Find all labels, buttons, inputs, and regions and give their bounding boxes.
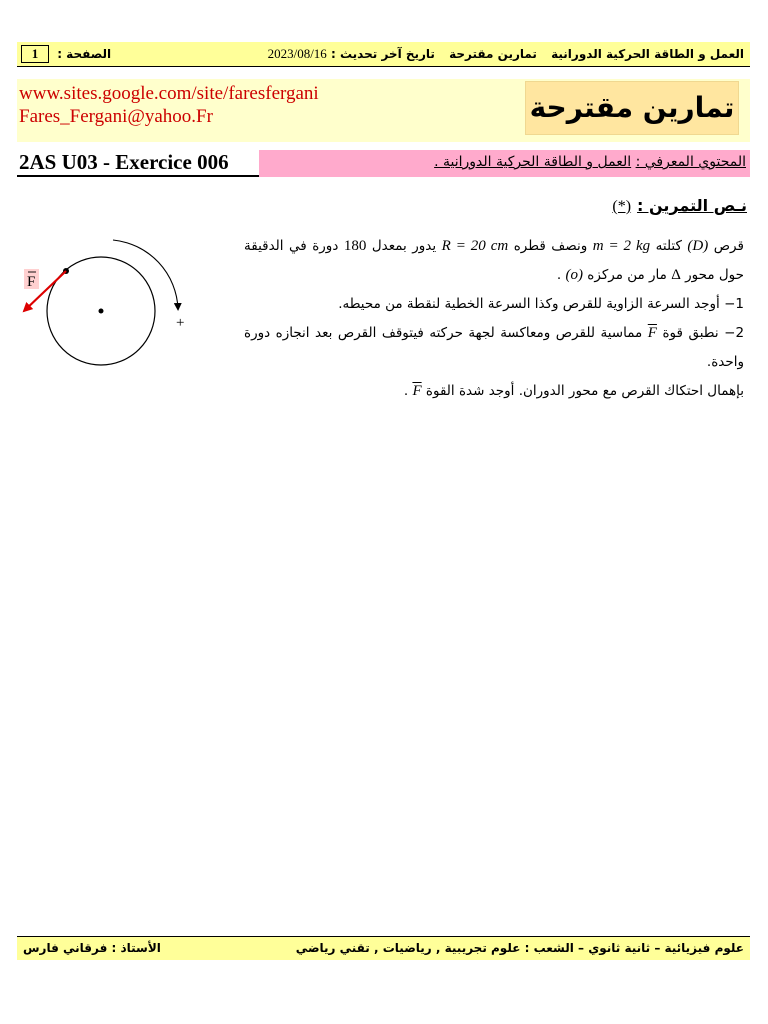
section-heading (612, 196, 747, 216)
rotation-arrow (113, 240, 178, 309)
content-value: العمل و الطاقة الحركية الدورانية . (434, 154, 632, 170)
plus-sign: + (176, 315, 185, 331)
page-indicator (21, 45, 111, 63)
statement-paragraph (244, 232, 744, 290)
footer-teacher: الأستاذ : فرقاني فارس (23, 941, 161, 955)
document-title: تمارين مقترحة (529, 91, 735, 124)
statement-text: ونصف قطره (513, 238, 588, 254)
author-email[interactable]: Fares_Fergani@yahoo.Fr (19, 106, 213, 127)
disc-symbol: (D) (687, 238, 709, 254)
content-label: المحتوي المعرفي : (635, 154, 746, 170)
exercise-id: 2AS U03 - Exercice 006 (17, 150, 259, 177)
site-url[interactable]: www.sites.google.com/site/faresfergani (19, 83, 319, 104)
header-type: تمارين مقترحة (449, 47, 537, 61)
header-update-date: 2023/08/16 (267, 46, 327, 61)
footer-classes: علوم فيزيائية – ثانية ثانوي – الشعب : علوم تجريبية , رياضيات , تقني رياضي (295, 941, 744, 955)
page-footer (17, 936, 750, 960)
rotation-rate: 180 (343, 238, 367, 254)
contact-band (17, 79, 750, 142)
exercise-statement (244, 232, 744, 406)
knowledge-content (434, 154, 746, 170)
exercise-band (17, 150, 750, 177)
page-label: الصفحة : (57, 47, 112, 61)
statement-text: بإهمال احتكاك القرص مع محور الدوران. أوجد شدة القوة (425, 383, 744, 399)
header-info (268, 46, 744, 62)
statement-text: يدور بمعدل (371, 238, 437, 254)
statement-text: . (556, 267, 562, 283)
statement-text: قرص (713, 238, 744, 254)
question-3 (244, 377, 744, 406)
statement-text: 2− نطبق قوة (662, 325, 745, 341)
question-1: 1− أوجد السرعة الزاوية للقرص وكذا السرعة الخطية لنقطة من محيطه. (338, 296, 744, 312)
statement-text: كتلته (655, 238, 682, 254)
statement-text: دورة في الدقيقة حول محور (244, 238, 744, 283)
section-label: نـص التمرين : (637, 196, 747, 215)
statement-text: . (403, 383, 409, 399)
question-2 (244, 319, 744, 377)
force-symbol: $\overline{F}$ (647, 325, 657, 341)
disc-figure (10, 225, 210, 375)
disc-center (99, 309, 104, 314)
statement-text: مار من مركزه (587, 267, 667, 283)
statement-text: مماسية للقرص ومعاكسة لجهة حركته فيتوقف القرص بعد انجازه دورة واحدة. (244, 325, 744, 370)
header-chapter: العمل و الطاقة الحركية الدورانية (551, 47, 744, 61)
difficulty-mark: (*) (612, 198, 632, 215)
header-update-label: تاريخ آخر تحديث : (331, 47, 435, 61)
title-box (526, 82, 738, 134)
mass-value: m = 2 kg (592, 238, 651, 254)
center-symbol: (o) (565, 267, 583, 283)
page-header (17, 42, 750, 67)
axis-symbol: Δ (671, 267, 681, 283)
force-label: F (27, 274, 36, 290)
radius-value: R = 20 cm (441, 238, 509, 254)
page-number: 1 (21, 45, 49, 63)
force-symbol: $\overline{F}$ (412, 383, 422, 399)
